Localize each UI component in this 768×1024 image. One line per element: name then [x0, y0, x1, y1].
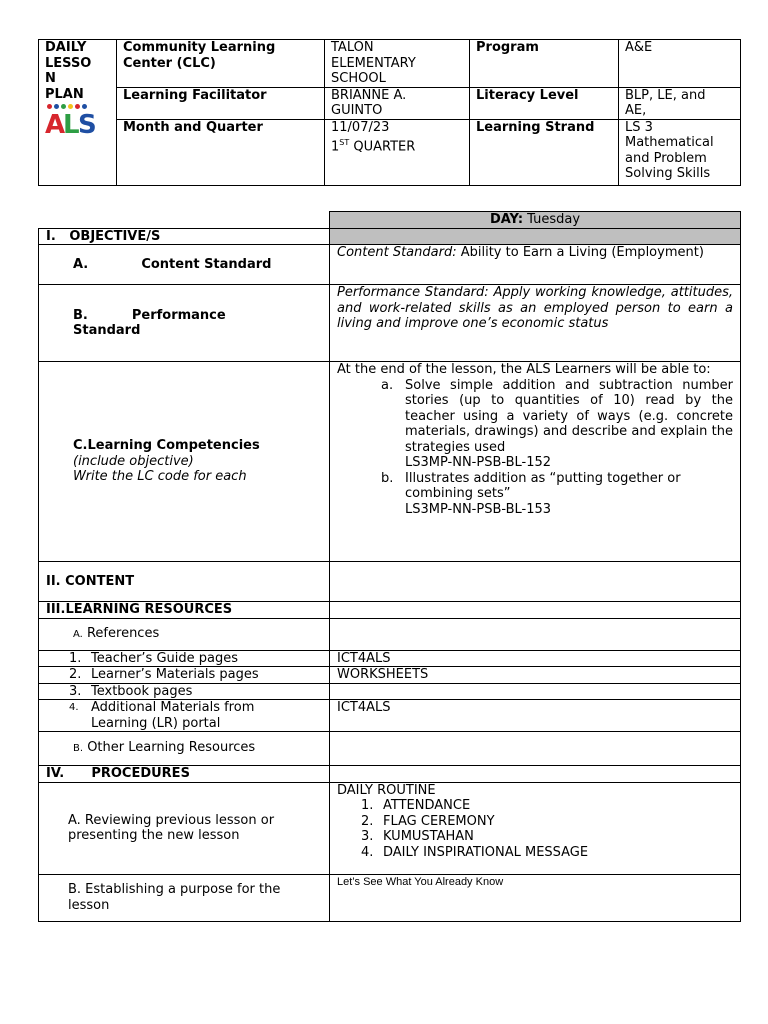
competency-text: Illustrates addition as “putting together or combining sets” [405, 470, 681, 501]
ref-item-label [39, 683, 330, 700]
month-quarter-value [325, 119, 470, 185]
clc-value-line: ELEMENTARY [331, 55, 416, 71]
month-quarter-label: Month and Quarter [117, 119, 325, 185]
logo-dot [75, 104, 80, 109]
objectives-gray-cell [330, 228, 741, 245]
logo-dot [82, 104, 87, 109]
competencies-intro: At the end of the lesson, the ALS Learners will be able to: [337, 362, 711, 377]
ref-item-marker: 1. [69, 650, 82, 666]
literacy-label: Literacy Level [470, 87, 619, 119]
day-value: Tuesday [527, 212, 581, 227]
strand-value-line: LS 3 [625, 119, 653, 135]
ref-item-marker: 3. [69, 683, 82, 699]
procedures-heading: IV. PROCEDURES [39, 766, 330, 783]
strand-label: Learning Strand [470, 119, 619, 185]
facilitator-value-line: BRIANNE A. [331, 87, 407, 103]
header-table [38, 39, 741, 186]
logo-text [45, 104, 46, 105]
performance-standard-label [39, 285, 330, 362]
dlp-title-line: N [45, 71, 56, 86]
clc-value [325, 40, 470, 88]
competencies-sub2: Write the LC code for each [73, 469, 247, 485]
quarter-word: QUARTER [353, 139, 416, 155]
ref-item-value: ICT4ALS [330, 700, 741, 732]
resources-heading: III.LEARNING RESOURCES [39, 602, 330, 619]
content-standard-text: Content Standard [141, 256, 272, 272]
competency-code: LS3MP-NN-PSB-BL-152 [405, 455, 552, 470]
strand-value-line: and Problem [625, 150, 707, 166]
content-standard-body: Ability to Earn a Living (Employment) [456, 245, 704, 260]
facilitator-label: Learning Facilitator [117, 87, 325, 119]
ref-item-text2: Learning (LR) portal [91, 715, 221, 731]
ref-item-value [330, 683, 741, 700]
other-resources-marker: B. [73, 743, 84, 755]
quarter-num: 1 [331, 139, 340, 155]
content-standard-lead: Content Standard: [337, 245, 457, 260]
strand-value [619, 119, 741, 185]
literacy-value-line: BLP, LE, and [625, 87, 706, 103]
competency-marker: b. [381, 470, 394, 486]
review-value [330, 782, 741, 874]
ref-item-marker: 4. [69, 702, 79, 713]
routine-item: 1. ATTENDANCE [361, 798, 471, 813]
ref-item-text: Learner’s Materials pages [91, 667, 259, 682]
competency-text: Solve simple addition and subtraction number stories (up to quantities of 10) read by the teacher using a variety of ways (e.g. concrete materials, drawings) and describe and explain the strategies used [405, 377, 733, 455]
day-label: DAY: [489, 212, 524, 227]
objectives-heading: I. OBJECTIVE/S [39, 228, 330, 245]
blank-corner [39, 212, 330, 229]
competencies-sub1: (include objective) [73, 453, 194, 469]
lesson-plan-table [38, 211, 741, 922]
routine-item: 3. KUMUSTAHAN [361, 829, 474, 844]
content-value [330, 562, 741, 602]
routine-text: FLAG CEREMONY [383, 813, 495, 829]
dlp-title-line: PLAN [45, 86, 84, 102]
ref-item-value: ICT4ALS [330, 650, 741, 667]
day-header [330, 212, 741, 229]
ref-item-text: Additional Materials from [91, 700, 255, 715]
date-value: 11/07/23 [331, 119, 390, 135]
dlp-title-line: DAILY [45, 40, 87, 55]
clc-label: Community Learning Center (CLC) [117, 40, 325, 88]
clc-value-line: SCHOOL [331, 71, 386, 86]
logo-dot [54, 104, 59, 109]
competencies-title: C.Learning Competencies [73, 438, 260, 454]
facilitator-value [325, 87, 470, 119]
logo-letter-s: S [78, 110, 97, 140]
facilitator-value-line: GUINTO [331, 103, 383, 118]
logo-letter-a: A [45, 110, 66, 140]
quarter-sup: ST [339, 138, 350, 147]
performance-standard-text: Performance [131, 307, 226, 323]
other-resources-label [39, 732, 330, 766]
clc-value-line: TALON [331, 40, 374, 55]
routine-text: DAILY INSPIRATIONAL MESSAGE [383, 844, 589, 860]
routine-text: KUMUSTAHAN [383, 829, 474, 844]
competencies-value [330, 362, 741, 562]
routine-item: 2. FLAG CEREMONY [361, 813, 495, 829]
program-value: A&E [619, 40, 741, 88]
literacy-value-line: AE, [625, 103, 647, 118]
ref-item-text: Textbook pages [91, 683, 193, 699]
literacy-value [619, 87, 741, 119]
ref-item-marker: 2. [69, 667, 82, 682]
ref-item-text: Teacher’s Guide pages [91, 650, 239, 666]
strand-value-line: Mathematical [625, 135, 714, 150]
quarter-value [331, 135, 463, 155]
ref-item-label [39, 650, 330, 667]
content-heading: II. CONTENT [39, 562, 330, 602]
references-value [330, 618, 741, 650]
program-label: Program [470, 40, 619, 88]
ref-item-value: WORKSHEETS [330, 667, 741, 684]
references-text: References [86, 625, 160, 641]
references-marker: A. [73, 628, 83, 640]
competency-item [337, 471, 733, 518]
strand-value-line: Solving Skills [625, 166, 711, 181]
competency-code: LS3MP-NN-PSB-BL-153 [405, 501, 552, 517]
content-standard-letter: A. [73, 256, 89, 272]
routine-item: 4. DAILY INSPIRATIONAL MESSAGE [361, 844, 589, 860]
references-label [39, 618, 330, 650]
logo-dot [47, 104, 52, 109]
als-logo [45, 104, 101, 138]
resources-value [330, 602, 741, 619]
procedures-value [330, 766, 741, 783]
routine-text: ATTENDANCE [383, 798, 471, 813]
ref-item-label [39, 700, 330, 732]
competencies-label [39, 362, 330, 562]
dlp-title-cell [39, 40, 117, 186]
purpose-value: Let’s See What You Already Know [330, 874, 741, 921]
review-label: A. Reviewing previous lesson or presenting the new lesson [39, 782, 330, 874]
performance-standard-text2: Standard [73, 323, 141, 338]
logo-letter-l: L [63, 110, 80, 140]
content-standard-label [39, 245, 330, 285]
other-resources-text: Other Learning Resources [87, 740, 256, 756]
dlp-title-line: LESSO [45, 55, 92, 71]
performance-standard-letter: B. [73, 307, 88, 323]
ref-item-label [39, 667, 330, 684]
review-heading: DAILY ROUTINE [337, 782, 436, 798]
logo-dot [61, 104, 66, 109]
competency-item [337, 378, 733, 471]
logo-dot [68, 104, 73, 109]
competency-marker: a. [381, 377, 394, 393]
performance-standard-value: Performance Standard: Apply working knowledge, attitudes, and work-related skills as an employed person to earn a living and improve one’s economic status [330, 285, 741, 362]
other-resources-value [330, 732, 741, 766]
purpose-label: B. Establishing a purpose for the lesson [39, 874, 330, 921]
content-standard-value [330, 245, 741, 285]
